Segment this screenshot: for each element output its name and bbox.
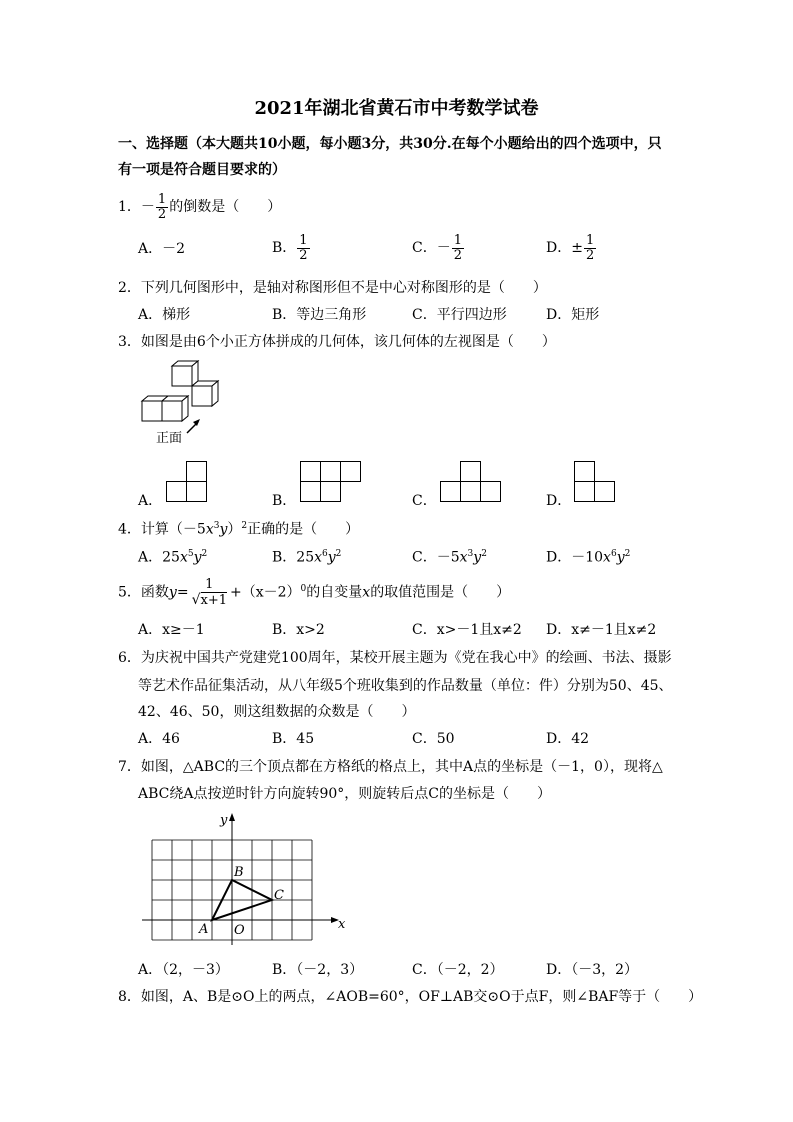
q3-option-a-view	[166, 461, 208, 503]
q1-option-a: A．－2	[138, 241, 186, 257]
q6-option-a: A．46	[138, 731, 180, 747]
q1-option-d: D．± $\frac{1}{2}$	[546, 233, 595, 263]
question-7-line-1: 7．如图，△ABC的三个顶点都在方格纸的格点上，其中A点的坐标是（－1，0），现将△	[118, 759, 663, 775]
label-x: x	[338, 917, 346, 932]
q2-option-a: A．梯形	[138, 307, 191, 323]
q2-option-d: D．矩形	[546, 307, 600, 323]
sqrt-denominator: √x+1	[191, 591, 227, 608]
q3-option-b-view	[300, 461, 363, 503]
question-3: 3．如图是由6个小正方体拼成的几何体，该几何体的左视图是（ ）	[118, 334, 556, 350]
q5-option-d: D．x≠－1且x≠2	[546, 622, 657, 638]
label-a: A	[199, 922, 209, 937]
q4-option-d: D．$-10x^6y^2$	[546, 549, 631, 566]
q3-option-b: B．	[272, 493, 297, 509]
q6-option-d: D．42	[546, 731, 590, 747]
question-6-line-2: 等艺术作品征集活动，从八年级5个班收集到的作品数量（单位：件）分别为50、45、	[138, 678, 673, 694]
y-axis-arrow-icon	[229, 813, 235, 821]
q4-option-a: A．$25x^5y^2$	[138, 549, 208, 566]
q2-option-b: B．等边三角形	[272, 307, 367, 323]
question-2: 2．下列几何图形中，是轴对称图形但不是中心对称图形的是（ ）	[118, 280, 547, 296]
q4-option-b: B．$25x^6y^2$	[272, 549, 342, 566]
label-b: B	[234, 865, 244, 880]
q1-option-b: B． $\frac{1}{2}$	[272, 233, 308, 263]
q4-option-c: C．$-5x^3y^2$	[412, 549, 487, 566]
q5-option-c: C．x>－1且x≠2	[412, 622, 522, 638]
q6-option-c: C．50	[412, 731, 455, 747]
q7-option-d: D．（－3，2）	[546, 962, 639, 978]
q3-option-c: C．	[412, 493, 437, 509]
q5-option-a: A．x≥－1	[138, 622, 205, 638]
section-heading: 一、选择题（本大题共10小题，每小题3分，共30分.在每个小题给出的四个选项中，只	[118, 136, 662, 152]
cube-figure	[138, 360, 228, 448]
fraction: $\frac{1}{√x+1}$	[191, 577, 227, 608]
section-heading-cont: 有一项是符合题目要求的）	[118, 162, 286, 178]
label-y: y	[220, 813, 228, 828]
page-title: 2021年湖北省黄石市中考数学试卷	[254, 98, 539, 119]
q1-option-c: C．－ $\frac{1}{2}$	[412, 233, 462, 263]
question-7-line-2: ABC绕A点按逆时针方向旋转90°，则旋转后点C的坐标是（ ）	[138, 786, 552, 802]
label-o: O	[234, 923, 245, 938]
grid-figure	[142, 810, 352, 945]
question-6-line-1: 6．为庆祝中国共产党建党100周年，某校开展主题为《党在我心中》的绘画、书法、摄影	[118, 650, 672, 666]
q2-option-c: C．平行四边形	[412, 307, 507, 323]
question-8: 8．如图，A、B是⊙O上的两点，∠AOB=60°，OF⊥AB交⊙O于点F，则∠BAF等于（ ）	[118, 989, 703, 1005]
q3-option-a: A．	[138, 493, 163, 509]
front-label: 正面	[156, 431, 183, 446]
question-5: 5．函数y= $\frac{1}{√x+1}$ $+(x-2)^0$的自变量x的取值范围是（ ）	[118, 577, 511, 608]
q7-option-a: A．（2，－3）	[138, 962, 229, 978]
q5-option-b: B．x>2	[272, 622, 325, 638]
question-6-line-3: 42、46、50，则这组数据的众数是（ ）	[138, 704, 416, 720]
fraction: $\frac{1}{2}$	[157, 192, 167, 222]
arrow-icon	[184, 416, 204, 436]
q3-option-d-view	[574, 461, 616, 503]
q3-option-d: D．	[546, 493, 572, 509]
q7-option-c: C．（－2，2）	[412, 962, 504, 978]
q7-option-b: B．（－2，3）	[272, 962, 364, 978]
q3-option-c-view	[440, 461, 503, 503]
q6-option-b: B．45	[272, 731, 315, 747]
question-1: 1．－ $\frac{1}{2}$ 的倒数是（ ）	[118, 192, 282, 222]
label-c: C	[274, 888, 284, 903]
question-4: 4．计算$(-5x^3y)^2$正确的是（ ）	[118, 521, 360, 538]
